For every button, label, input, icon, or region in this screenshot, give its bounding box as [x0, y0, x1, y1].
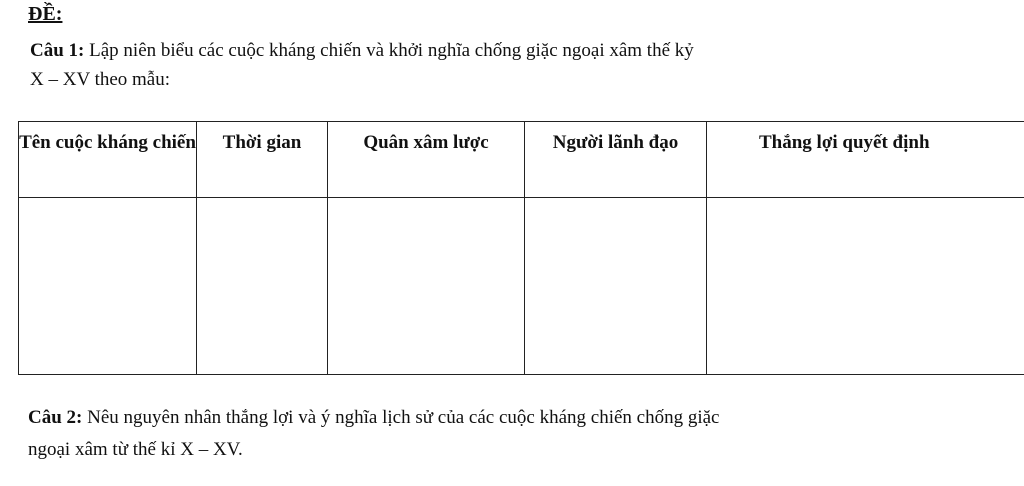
table-row [19, 198, 1024, 375]
question-2-label: Câu 2: [28, 407, 83, 428]
question-1-text-line2: X – XV theo mẫu: [30, 69, 171, 90]
question-2 [28, 402, 1024, 466]
header-leader: Người lãnh đạo [525, 122, 707, 198]
table-header-row [19, 122, 1024, 198]
table-cell [197, 198, 328, 375]
table-cell [525, 198, 707, 375]
header-invaders: Quân xâm lược [328, 122, 525, 198]
header-resistance-name: Tên cuộc kháng chiến [19, 122, 197, 198]
question-1 [30, 36, 990, 94]
question-2-text-line1: Nêu nguyên nhân thắng lợi và ý nghĩa lịch sử của các cuộc kháng chiến chống giặc [82, 407, 720, 428]
table-cell [328, 198, 525, 375]
question-1-text-line1: Lập niên biểu các cuộc kháng chiến và khởi nghĩa chống giặc ngoại xâm thế kỷ [84, 40, 694, 61]
timeline-table [18, 121, 1024, 375]
header-time: Thời gian [197, 122, 328, 198]
header-decisive-victory: Thắng lợi quyết định [707, 122, 1024, 198]
table-cell [19, 198, 197, 375]
question-1-label: Câu 1: [30, 40, 85, 61]
table-cell [707, 198, 1024, 375]
exam-heading: ĐỀ: [28, 3, 63, 25]
question-2-text-line2: ngoại xâm từ thế kỉ X – XV. [28, 439, 243, 460]
